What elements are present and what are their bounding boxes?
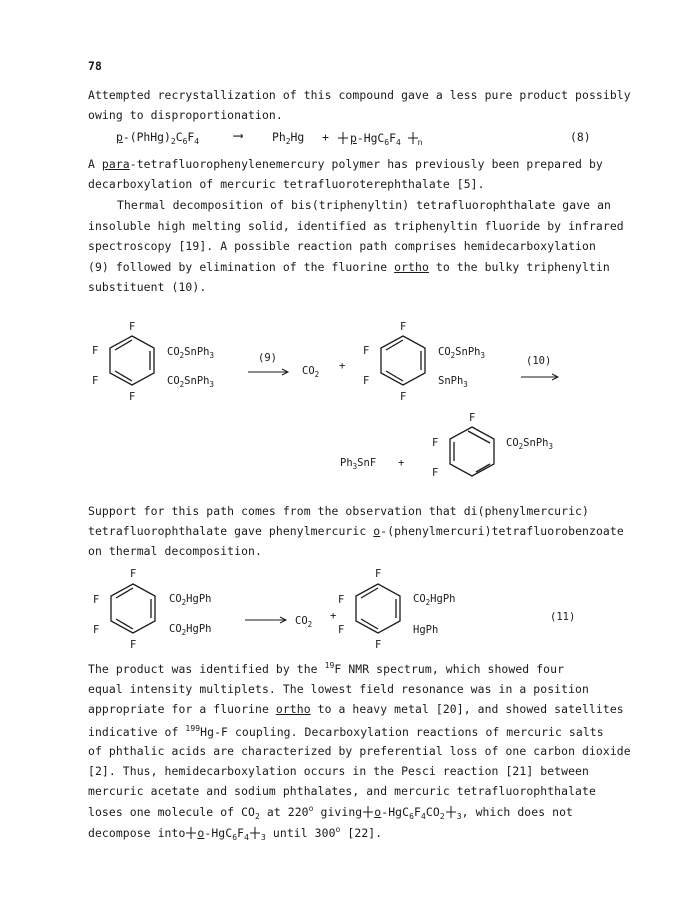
equation-8-number: (8): [570, 130, 591, 144]
fluorine-label: F: [363, 345, 370, 357]
polymer-bracket-right: [445, 806, 457, 816]
plus-sign: +: [339, 360, 346, 372]
substituent-co2hgph: $CO_2HgPh$: [413, 593, 456, 607]
paragraph-4-line-2: tetrafluorophthalate gave phenylmercuric o-(phenylmercuri)tetrafluorobenzoate: [88, 524, 624, 538]
fluorine-label: F: [375, 568, 382, 580]
benzene-ring-4: [356, 584, 400, 633]
plus-sign: +: [330, 610, 337, 622]
paragraph-3-line-1: Thermal decomposition of bis(triphenyltin) tetrafluorophthalate gave an: [117, 198, 611, 212]
paragraph-3-line-2: insoluble high melting solid, identified as triphenyltin fluoride by infrared: [88, 219, 624, 233]
paragraph-4-line-3: on thermal decomposition.: [88, 544, 262, 558]
substituent-hgph: HgPh: [413, 624, 439, 636]
ph3snf-product: $Ph_3SnF$: [340, 457, 377, 471]
equation-8-product-1: $Ph_2Hg$: [272, 130, 305, 146]
substituent-co2snph3: $CO_2SnPh_3$: [438, 346, 485, 360]
fluorine-label: F: [92, 345, 99, 357]
fluorine-label: F: [469, 412, 476, 424]
polymer-bracket-right: [249, 827, 261, 837]
substituent-co2snph3: $CO_2SnPh_3$: [506, 437, 553, 451]
paragraph-5-line-8: loses one molecule of $CO_2$ at 220$^o$ giving $o-HgC_6F_4CO_2$ $_3$, which does not: [88, 804, 573, 821]
paragraph-4-line-1: Support for this path comes from the observation that di(phenylmercuric): [88, 504, 589, 518]
paragraph-5-line-9: decompose into $o-HgC_6F_4$ $_3$ until 300$^o$ [22].: [88, 825, 383, 842]
step-label-10: (10): [526, 355, 552, 367]
page-number: 78: [88, 59, 102, 73]
paragraph-2-line-2: decarboxylation of mercuric tetrafluoroterephthalate [5].: [88, 177, 485, 191]
equation-11-number: (11): [550, 611, 576, 623]
paragraph-5-line-6: [2]. Thus, hemidecarboxylation occurs in the Pesci reaction [21] between: [88, 764, 589, 778]
fluorine-label: F: [375, 639, 382, 651]
paragraph-5-line-3: appropriate for a fluorine ortho to a heavy metal [20], and showed satellites: [88, 702, 624, 716]
paragraph-5-line-7: mercuric acetate and sodium phthalates, and mercuric tetrafluorophthalate: [88, 784, 596, 798]
paragraph-5-line-1: The product was identified by the $^{19}$F NMR spectrum, which showed four: [88, 661, 565, 676]
paragraph-5-line-4: indicative of $^{199}$Hg-F coupling. Decarboxylation reactions of mercuric salts: [88, 724, 604, 739]
fluorine-label: F: [400, 391, 407, 403]
fluorine-label: F: [92, 375, 99, 387]
plus-sign: +: [398, 457, 405, 469]
polymer-bracket-left: [185, 827, 197, 837]
paragraph-5-line-5: of phthalic acids are characterized by preferential loss of one carbon dioxide: [88, 744, 631, 758]
benzene-ring-3: [111, 584, 155, 633]
fluorine-label: F: [338, 624, 345, 636]
fluorine-label: F: [129, 391, 136, 403]
fluorine-label: F: [363, 375, 370, 387]
paragraph-1-line-1: Attempted recrystallization of this compound gave a less pure product possibly: [88, 88, 631, 102]
paragraph-3-line-3: spectroscopy [19]. A possible reaction path comprises hemidecarboxylation: [88, 239, 596, 253]
reaction-arrow: ⟶: [234, 128, 243, 144]
fluorine-label: F: [129, 321, 136, 333]
step-label-9: (9): [258, 352, 277, 364]
fluorine-label: F: [338, 594, 345, 606]
reaction-arrow: [245, 617, 286, 623]
fluorine-label: F: [93, 594, 100, 606]
equation-8-polymer: $p-HgC_6F_4$ $_n$: [338, 130, 423, 147]
substituent-co2snph3: $CO_2SnPh_3$: [167, 346, 214, 360]
co2-product: $CO_2$: [295, 615, 313, 629]
fluorine-label: F: [400, 321, 407, 333]
paragraph-2-line-1: A para-tetrafluorophenylenemercury polymer has previously been prepared by: [88, 157, 603, 171]
co2-product: $CO_2$: [302, 365, 320, 379]
fluorine-label: F: [93, 624, 100, 636]
equation-8: $p-(PhHg)_2C_6F_4$: [116, 130, 200, 146]
paragraph-3-line-4: (9) followed by elimination of the fluorine ortho to the bulky triphenyltin: [88, 260, 610, 274]
fluorine-label: F: [130, 568, 137, 580]
substituent-co2snph3: $CO_2SnPh_3$: [167, 375, 214, 389]
fluorine-label: F: [432, 467, 439, 479]
paragraph-5-line-2: equal intensity multiplets. The lowest field resonance was in a position: [88, 682, 589, 696]
polymer-bracket-left: [362, 806, 374, 816]
paragraph-1-line-2: owing to disproportionation.: [88, 108, 283, 122]
equation-8-plus: +: [322, 130, 329, 144]
fluorine-label: F: [432, 437, 439, 449]
substituent-co2hgph: $CO_2HgPh$: [169, 623, 212, 637]
fluorine-label: F: [130, 639, 137, 651]
paragraph-3-line-5: substituent (10).: [88, 280, 207, 294]
substituent-snph3: SnPh$_3$: [438, 375, 468, 389]
substituent-co2hgph: $CO_2HgPh$: [169, 593, 212, 607]
